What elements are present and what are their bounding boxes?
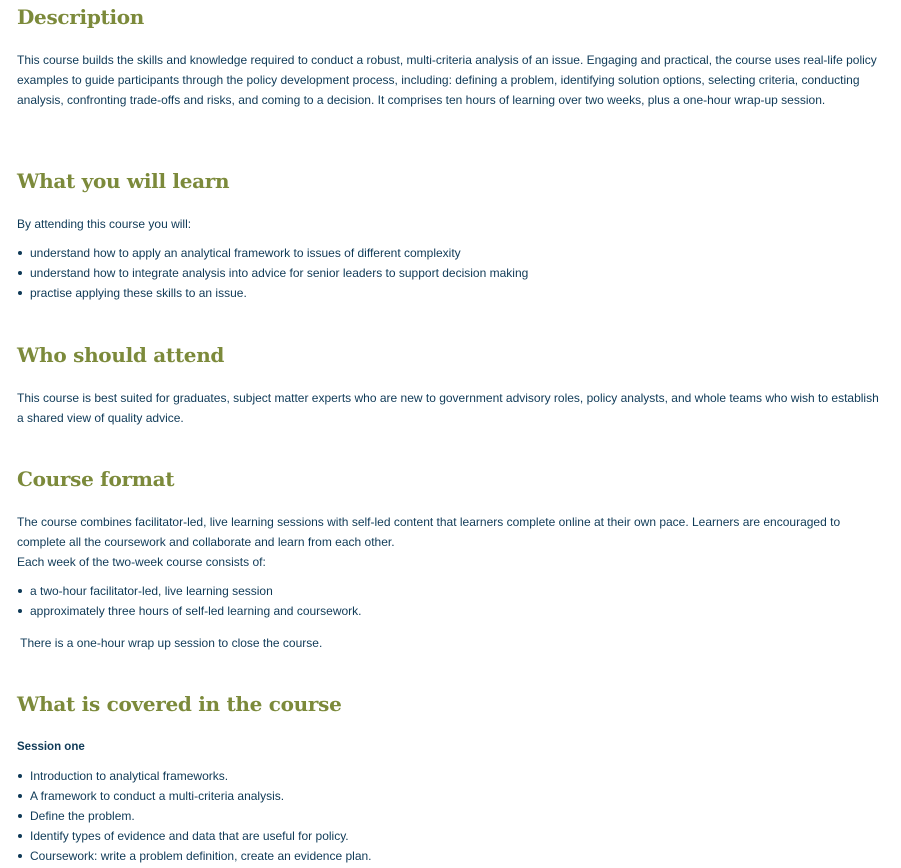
format-closing-block [17,633,885,653]
learn-list [17,243,885,303]
list-item: understand how to integrate analysis into advice for senior leaders to support decision making [30,263,885,283]
covered-heading: What is covered in the course [17,692,342,716]
list-item: Define the problem. [30,806,885,826]
list-item: practise applying these skills to an issue. [30,283,885,303]
learn-heading: What you will learn [17,169,230,193]
attend-body: This course is best suited for graduates, subject matter experts who are new to government advisory roles, policy analysts, and whole teams who wish to establish a shared view of quality advice. [17,391,879,425]
format-section [17,466,885,492]
list-item: approximately three hours of self-led learning and coursework. [30,601,885,621]
list-item: Introduction to analytical frameworks. [30,766,885,786]
learn-section [17,168,885,194]
description-body-block [17,50,885,110]
format-body: The course combines facilitator-led, live learning sessions with self-led content that learners complete online at their own pace. Learners are encouraged to complete all the coursework and collaborate and learn from each other. [17,515,841,549]
covered-section [17,691,885,717]
covered-list-block [17,766,885,866]
description-heading: Description [17,5,145,29]
description-body: This course builds the skills and knowledge required to conduct a robust, multi-criteria analysis of an issue. Engaging and practical, the course uses real-life policy examples to guide participants through the policy development process, including: defining a problem, identifying solution options, selecting criteria, conducting analysis, confronting trade-offs and risks, and coming to a decision. It comprises ten hours of learning over two weeks, plus a one-hour wrap-up session. [17,53,877,107]
list-item: understand how to apply an analytical framework to issues of different complexity [30,243,885,263]
attend-body-block [17,388,885,428]
description-section [17,4,885,30]
format-list-block [17,581,885,621]
list-item: A framework to conduct a multi-criteria analysis. [30,786,885,806]
list-item: a two-hour facilitator-led, live learning session [30,581,885,601]
learn-list-block [17,243,885,303]
format-body-2: Each week of the two-week course consists of: [17,555,266,569]
list-item: Coursework: write a problem definition, create an evidence plan. [30,846,885,866]
covered-list [17,766,885,866]
attend-section [17,342,885,368]
attend-heading: Who should attend [17,343,225,367]
format-closing: There is a one-hour wrap up session to close the course. [17,636,323,650]
format-body-block [17,512,885,572]
learn-intro: By attending this course you will: [17,217,192,231]
learn-intro-block [17,214,885,234]
session-title: Session one [17,741,85,753]
format-list [17,581,885,621]
session-title-block [17,737,885,757]
list-item: Identify types of evidence and data that are useful for policy. [30,826,885,846]
format-heading: Course format [17,467,175,491]
